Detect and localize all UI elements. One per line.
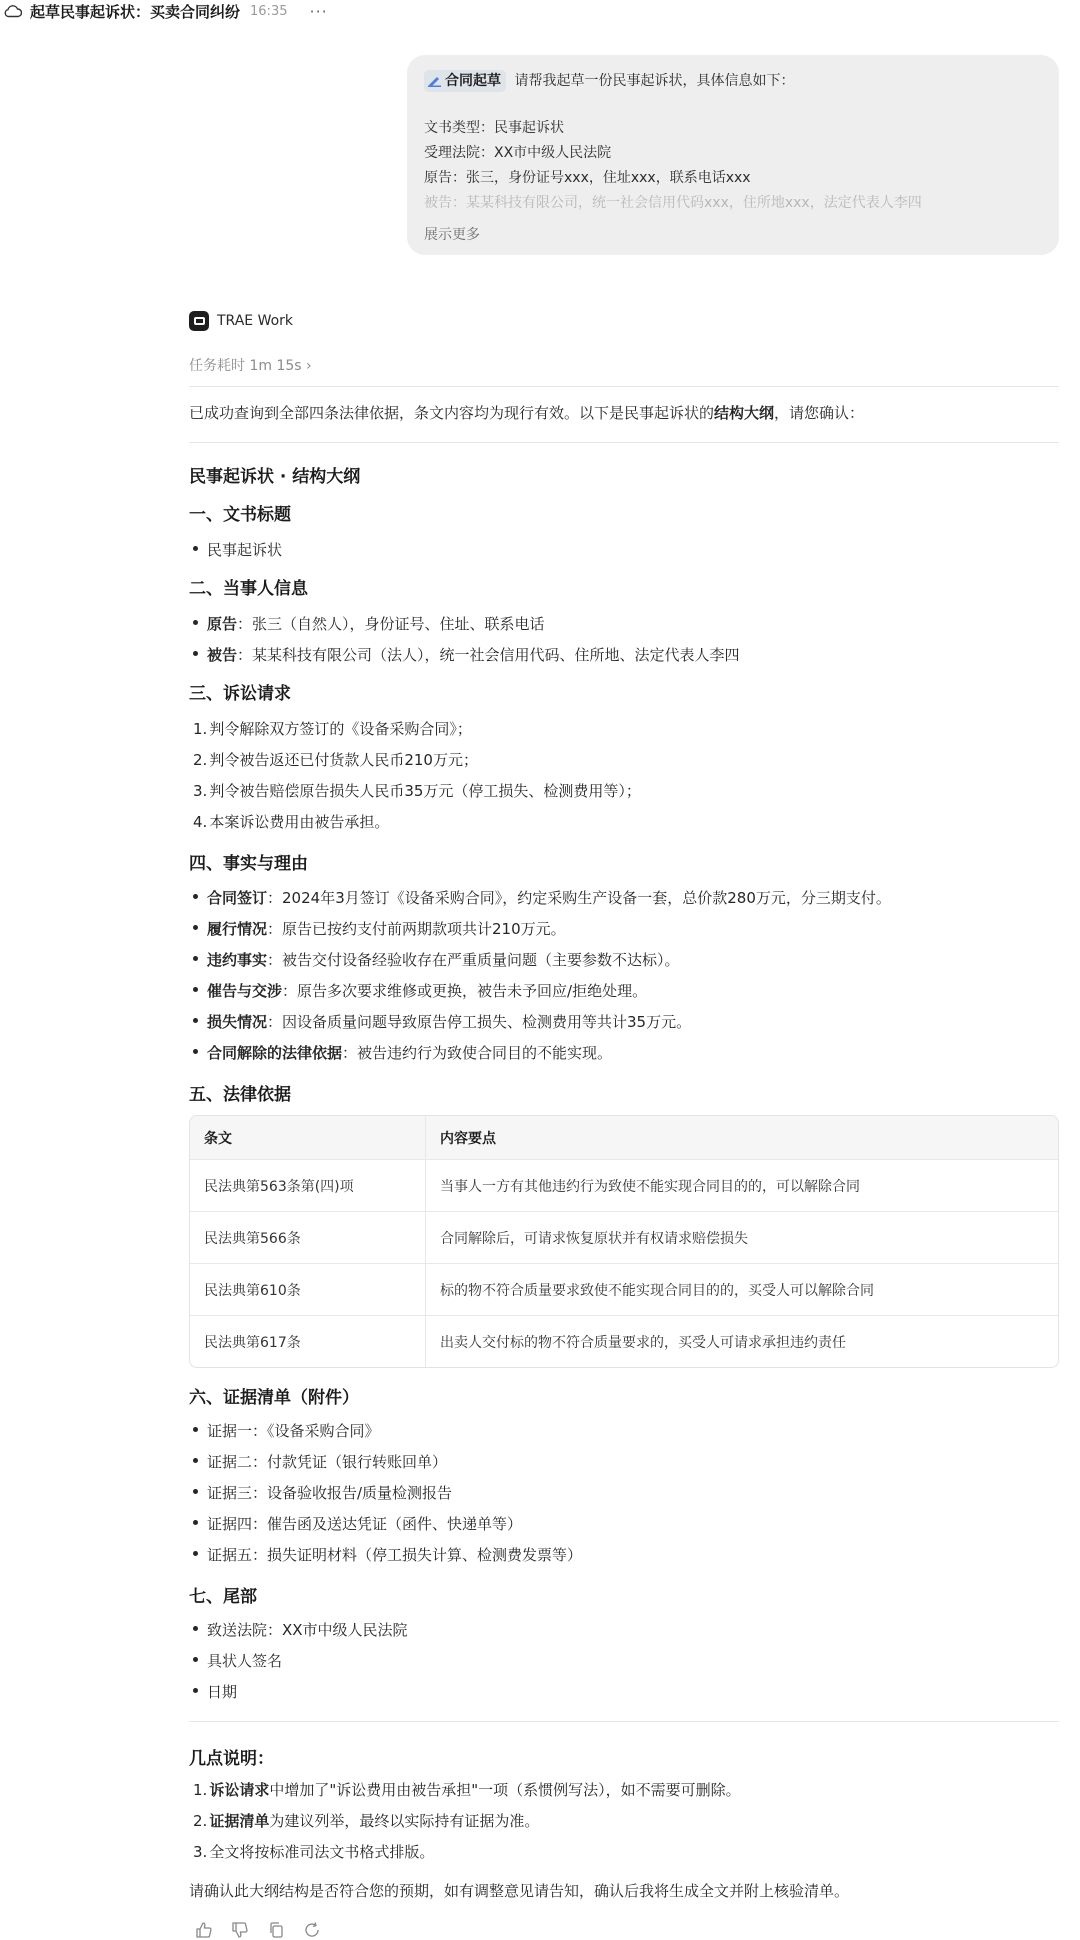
divider	[189, 442, 1059, 443]
list-item: 日期	[193, 1682, 237, 1702]
message-actions	[195, 1921, 321, 1939]
skill-chip-label: 合同起草	[445, 72, 501, 89]
user-message-lead: 请帮我起草一份民事起诉状，具体信息如下：	[514, 73, 795, 89]
intro-bold-text: 结构大纲	[714, 404, 775, 422]
list-item: 1. 诉讼请求中增加了"诉讼费用由被告承担"一项（系惯例写法），如不需要可删除。	[193, 1781, 741, 1799]
notes-title: 几点说明：	[189, 1749, 274, 1769]
intro-text-end: ，请您确认：	[774, 404, 865, 422]
list-item: 4. 本案诉讼费用由被告承担。	[193, 813, 390, 831]
table-header-cell: 条文	[190, 1116, 426, 1159]
table-header-row	[190, 1116, 1058, 1159]
list-item: 合同签订：2024年3月签订《设备采购合同》，约定采购生产设备一套，总价款280万元，分三期支付。	[193, 888, 891, 908]
divider	[189, 1721, 1059, 1722]
user-message-line-faded: 被告：某某科技有限公司，统一社会信用代码xxx，住所地xxx，法定代表人李四	[424, 195, 922, 211]
section-heading: 四、事实与理由	[189, 854, 308, 874]
copy-icon[interactable]	[267, 1921, 285, 1939]
conversation-time: 16:35	[250, 3, 288, 19]
list-item: 证据一：《设备采购合同》	[193, 1421, 380, 1441]
list-item: 证据三：设备验收报告/质量检测报告	[193, 1483, 452, 1503]
list-item: 损失情况：因设备质量问题导致原告停工损失、检测费用等共计35万元。	[193, 1012, 691, 1032]
user-message-line: 受理法院：XX市中级人民法院	[424, 145, 612, 161]
table-cell: 标的物不符合质量要求致使不能实现合同目的的，买受人可以解除合同	[440, 1282, 874, 1299]
more-options-button[interactable]: ···	[309, 1, 328, 21]
user-message-bubble	[407, 55, 1059, 255]
thumbs-up-icon[interactable]	[195, 1921, 213, 1939]
list-item: 证据四：催告函及送达凭证（函件、快递单等）	[193, 1514, 522, 1534]
title-bar	[0, 0, 1080, 22]
task-duration-toggle[interactable]	[189, 355, 312, 375]
list-item: 1. 判令解除双方签订的《设备采购合同》；	[193, 720, 472, 738]
section-heading: 六、证据清单（附件）	[189, 1388, 359, 1408]
list-item: 致送法院：XX市中级人民法院	[193, 1620, 408, 1640]
skill-chip[interactable]	[424, 70, 506, 92]
cloud-icon	[4, 4, 22, 18]
list-item: 证据二：付款凭证（银行转账回单）	[193, 1452, 447, 1472]
list-item: 3. 判令被告赔偿原告损失人民币35万元（停工损失、检测费用等）；	[193, 782, 641, 800]
divider	[189, 386, 1059, 387]
draft-pen-icon	[428, 75, 441, 87]
table-cell: 当事人一方有其他违约行为致使不能实现合同目的的，可以解除合同	[440, 1178, 860, 1195]
table-cell: 民法典第610条	[190, 1264, 426, 1315]
table-cell: 民法典第563条第(四)项	[190, 1160, 426, 1211]
table-cell: 民法典第566条	[190, 1212, 426, 1263]
assistant-header	[189, 311, 293, 331]
user-message-line: 原告：张三，身份证号xxx，住址xxx，联系电话xxx	[424, 170, 751, 186]
intro-text: 已成功查询到全部四条法律依据，条文内容均为现行有效。以下是民事起诉状的	[189, 404, 715, 422]
user-message-lead-line	[424, 69, 1041, 94]
list-item: 原告：张三（自然人），身份证号、住址、联系电话	[193, 614, 545, 634]
outline-title: 民事起诉状 · 结构大纲	[189, 467, 361, 487]
closing-paragraph: 请确认此大纲结构是否符合您的预期，如有调整意见请告知，确认后我将生成全文并附上核验清单。	[189, 1882, 850, 1900]
list-item: 2. 判令被告返还已付货款人民币210万元；	[193, 751, 478, 769]
regenerate-icon[interactable]	[303, 1921, 321, 1939]
table-row	[190, 1315, 1058, 1367]
list-item: 具状人签名	[193, 1651, 282, 1671]
chevron-right-icon: ›	[306, 358, 312, 374]
intro-paragraph	[189, 402, 1069, 424]
list-item: 违约事实：被告交付设备经验收存在严重质量问题（主要参数不达标）。	[193, 950, 680, 970]
task-duration-text: 任务耗时 1m 15s	[189, 358, 302, 374]
section-heading: 二、当事人信息	[189, 579, 308, 599]
section-heading: 一、文书标题	[189, 505, 291, 525]
table-cell: 民法典第617条	[190, 1316, 426, 1367]
legal-basis-table	[189, 1115, 1059, 1368]
list-item: 民事起诉状	[193, 540, 282, 560]
assistant-name: TRAE Work	[217, 313, 294, 329]
table-row	[190, 1263, 1058, 1315]
table-row	[190, 1211, 1058, 1263]
list-item: 2. 证据清单为建议列举，最终以实际持有证据为准。	[193, 1812, 540, 1830]
trae-logo-icon	[189, 311, 209, 331]
list-item: 3. 全文将按标准司法文书格式排版。	[193, 1843, 435, 1861]
section-heading: 三、诉讼请求	[189, 684, 291, 704]
section-heading: 五、法律依据	[189, 1085, 291, 1105]
section-heading: 七、尾部	[189, 1587, 257, 1607]
conversation-title: 起草民事起诉状：买卖合同纠纷	[30, 2, 241, 21]
table-header-cell: 内容要点	[440, 1130, 496, 1147]
table-cell: 合同解除后，可请求恢复原状并有权请求赔偿损失	[440, 1230, 748, 1247]
table-row	[190, 1159, 1058, 1211]
list-item: 被告：某某科技有限公司（法人），统一社会信用代码、住所地、法定代表人李四	[193, 645, 740, 665]
user-message-line: 文书类型：民事起诉状	[424, 120, 564, 136]
thumbs-down-icon[interactable]	[231, 1921, 249, 1939]
table-cell: 出卖人交付标的物不符合质量要求的，买受人可请求承担违约责任	[440, 1334, 846, 1351]
list-item: 催告与交涉：原告多次要求维修或更换，被告未予回应/拒绝处理。	[193, 981, 647, 1001]
list-item: 证据五：损失证明材料（停工损失计算、检测费发票等）	[193, 1545, 582, 1565]
list-item: 合同解除的法律依据：被告违约行为致使合同目的不能实现。	[193, 1043, 612, 1063]
list-item: 履行情况：原告已按约支付前两期款项共计210万元。	[193, 919, 566, 939]
show-more-button[interactable]: 展示更多	[424, 227, 480, 243]
